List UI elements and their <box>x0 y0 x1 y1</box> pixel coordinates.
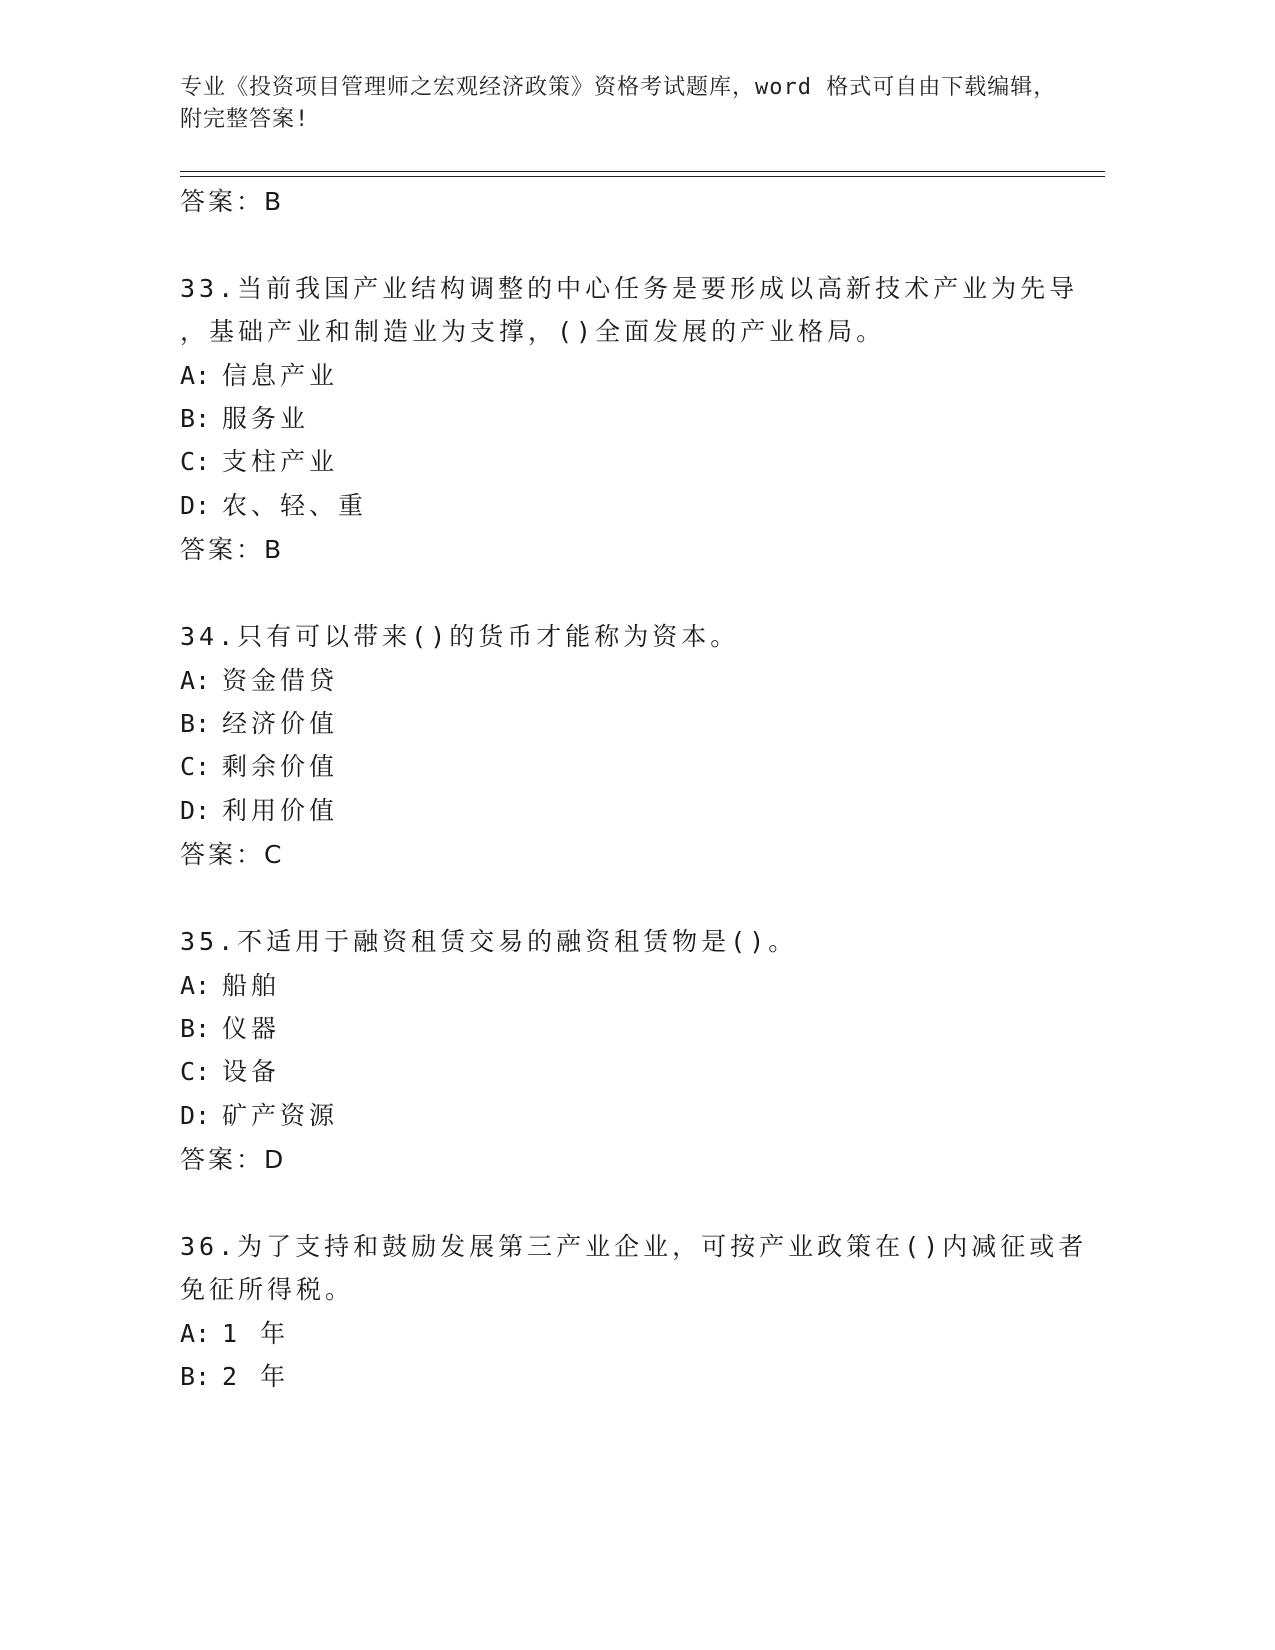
option-label: C: <box>180 1057 211 1086</box>
option-label: D: <box>180 491 211 520</box>
option-line <box>180 447 338 477</box>
option-line <box>180 971 280 1001</box>
header-divider-top <box>180 171 1105 172</box>
answer-line: 答案：D <box>180 1145 287 1174</box>
option-label: A: <box>180 666 211 695</box>
option-text: 支柱产业 <box>222 447 339 476</box>
option-line <box>180 1057 280 1087</box>
option-line <box>180 361 338 391</box>
option-label: B: <box>180 1014 211 1043</box>
option-text: 1 年 <box>222 1319 290 1348</box>
option-text: 设备 <box>222 1057 281 1086</box>
option-label: A: <box>180 361 211 390</box>
option-label: B: <box>180 709 211 738</box>
option-text: 利用价值 <box>222 796 339 825</box>
option-label: D: <box>180 796 211 825</box>
header-divider-bottom <box>180 176 1105 177</box>
option-line <box>180 666 338 696</box>
option-label: B: <box>180 1362 211 1391</box>
option-text: 经济价值 <box>222 709 339 738</box>
question-stem-line: 36.为了支持和鼓励发展第三产业企业，可按产业政策在()内减征或者 <box>180 1232 1088 1261</box>
option-line <box>180 709 338 739</box>
option-line <box>180 491 367 521</box>
question-stem-line: ，基础产业和制造业为支撑，()全面发展的产业格局。 <box>180 317 886 346</box>
answer-line: 答案：C <box>180 840 285 869</box>
option-text: 船舶 <box>222 971 281 1000</box>
question-stem-line: 免征所得税。 <box>180 1275 355 1304</box>
question-stem-line: 34.只有可以带来()的货币才能称为资本。 <box>180 622 740 651</box>
option-label: D: <box>180 1101 211 1130</box>
answer-line: 答案：B <box>180 535 285 564</box>
option-text: 资金借贷 <box>222 666 339 695</box>
option-text: 信息产业 <box>222 361 339 390</box>
document-header: 专业《投资项目管理师之宏观经济政策》资格考试题库，word 格式可自由下载编辑，附完整答案! <box>180 75 1057 132</box>
question-stem-line: 33.当前我国产业结构调整的中心任务是要形成以高新技术产业为先导 <box>180 274 1079 303</box>
option-label: B: <box>180 404 211 433</box>
option-line <box>180 1319 289 1349</box>
option-label: A: <box>180 1319 211 1348</box>
option-label: C: <box>180 447 211 476</box>
option-text: 仪器 <box>222 1014 281 1043</box>
option-line <box>180 404 309 434</box>
option-text: 农、轻、重 <box>222 491 368 520</box>
option-line <box>180 1362 289 1392</box>
option-label: C: <box>180 752 211 781</box>
option-line <box>180 1101 338 1131</box>
option-text: 服务业 <box>222 404 310 433</box>
option-line <box>180 796 338 826</box>
option-line <box>180 1014 280 1044</box>
option-text: 2 年 <box>222 1362 290 1391</box>
option-label: A: <box>180 971 211 1000</box>
question-stem-line: 35.不适用于融资租赁交易的融资租赁物是()。 <box>180 927 798 956</box>
option-text: 剩余价值 <box>222 752 339 781</box>
option-text: 矿产资源 <box>222 1101 339 1130</box>
option-line <box>180 752 338 782</box>
answer-line: 答案：B <box>180 187 285 216</box>
